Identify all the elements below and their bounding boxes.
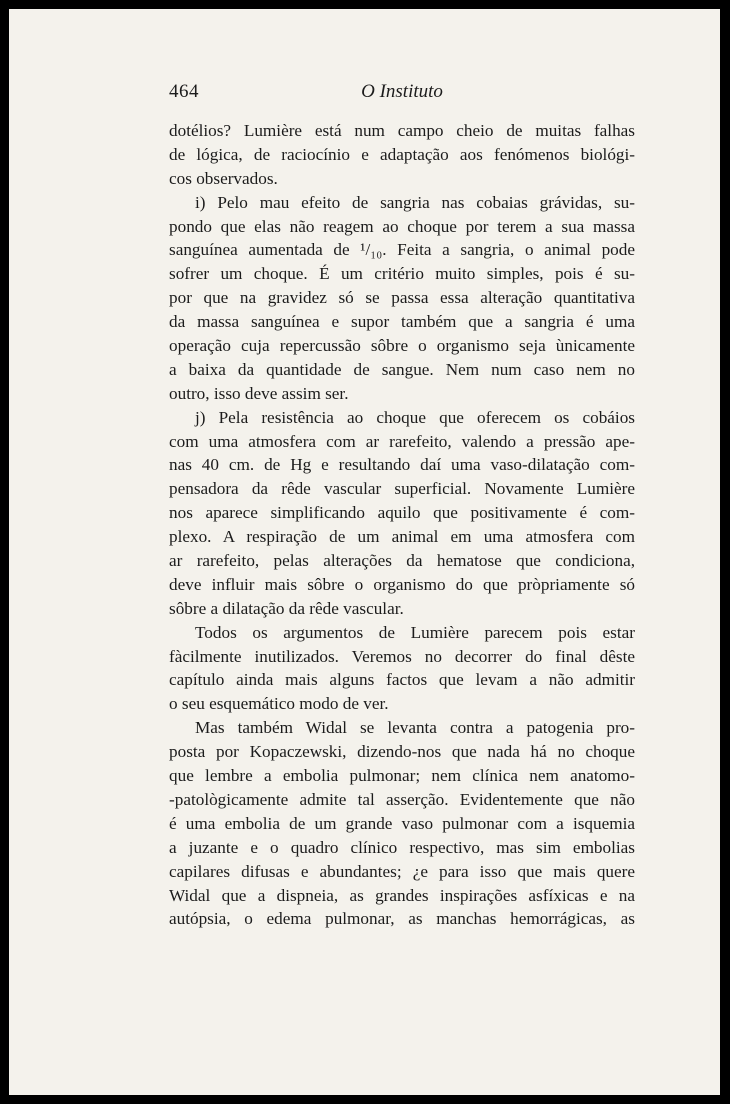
text-line: j) Pela resistência ao choque que oferecem os cobáios <box>195 407 635 427</box>
text-line: outro, isso deve assim ser. <box>169 383 349 403</box>
text-line: dotélios? Lumière está num campo cheio de muitas falhas <box>169 121 635 140</box>
text-line: operação cuja repercussão sôbre o organismo seja ùnicamente <box>169 336 635 356</box>
text-line: posta por Kopaczewski, dizendo-nos que nada há no choque <box>169 742 635 762</box>
text-line: capilares difusas e abundantes; ¿e para isso que mais quere <box>169 861 635 881</box>
text-line: é uma embolia de um grande vaso pulmonar com a isquemia <box>169 813 635 833</box>
running-title: O Instituto <box>361 81 443 102</box>
text-line: -patològicamente admite tal asserção. Evidentemente que não <box>169 789 635 809</box>
text-line: o seu esquemático modo de ver. <box>169 694 389 714</box>
text-line: sanguínea aumentada de ¹/₁₀. Feita a sangria, o animal pode <box>169 240 635 260</box>
page-number: 464 <box>169 81 199 102</box>
text-line: i) Pelo mau efeito de sangria nas cobaias grávidas, su- <box>195 192 635 212</box>
text-line: a juzante e o quadro clínico respectivo, mas sim embolias <box>169 837 635 857</box>
text-line: a baixa da quantidade de sangue. Nem num caso nem no <box>169 359 635 379</box>
text-line: de lógica, de raciocínio e adaptação aos fenómenos biológi- <box>169 144 635 164</box>
body-text <box>169 119 635 931</box>
text-line: autópsia, o edema pulmonar, as manchas hemorrágicas, as <box>169 909 635 929</box>
text-line: Mas também Widal se levanta contra a patogenia pro- <box>195 718 635 738</box>
text-line: capítulo ainda mais alguns factos que levam a não admitir <box>169 670 635 690</box>
text-line: que lembre a embolia pulmonar; nem clínica nem anatomo- <box>169 766 635 786</box>
text-line: nos aparece simplificando aquilo que positivamente é com- <box>169 503 635 523</box>
text-line: sofrer um choque. É um critério muito simples, pois é su- <box>169 264 635 284</box>
text-line: plexo. A respiração de um animal em uma atmosfera com <box>169 527 635 547</box>
text-line: com uma atmosfera com ar rarefeito, valendo a pressão ape- <box>169 431 635 451</box>
page-sheet <box>9 9 720 1095</box>
text-line: Todos os argumentos de Lumière parecem pois estar <box>195 622 635 642</box>
text-line: cos observados. <box>169 168 278 188</box>
text-line: da massa sanguínea e supor também que a sangria é uma <box>169 312 635 332</box>
text-line: nas 40 cm. de Hg e resultando daí uma vaso-dilatação com- <box>169 455 635 475</box>
text-line: pensadora da rêde vascular superficial. Novamente Lumière <box>169 479 635 499</box>
page-header <box>169 81 635 111</box>
text-line: Widal que a dispneia, as grandes inspirações asfíxicas e na <box>169 885 635 905</box>
text-line: pondo que elas não reagem ao choque por terem a sua massa <box>169 216 635 236</box>
text-line: ar rarefeito, pelas alterações da hematose que condiciona, <box>169 551 635 571</box>
text-line: sôbre a dilatação da rêde vascular. <box>169 598 404 618</box>
text-line: fàcilmente inutilizados. Veremos no decorrer do final dêste <box>169 646 635 666</box>
text-line: deve influir mais sôbre o organismo do que pròpriamente só <box>169 574 635 594</box>
text-line: por que na gravidez só se passa essa alteração quantitativa <box>169 288 635 308</box>
